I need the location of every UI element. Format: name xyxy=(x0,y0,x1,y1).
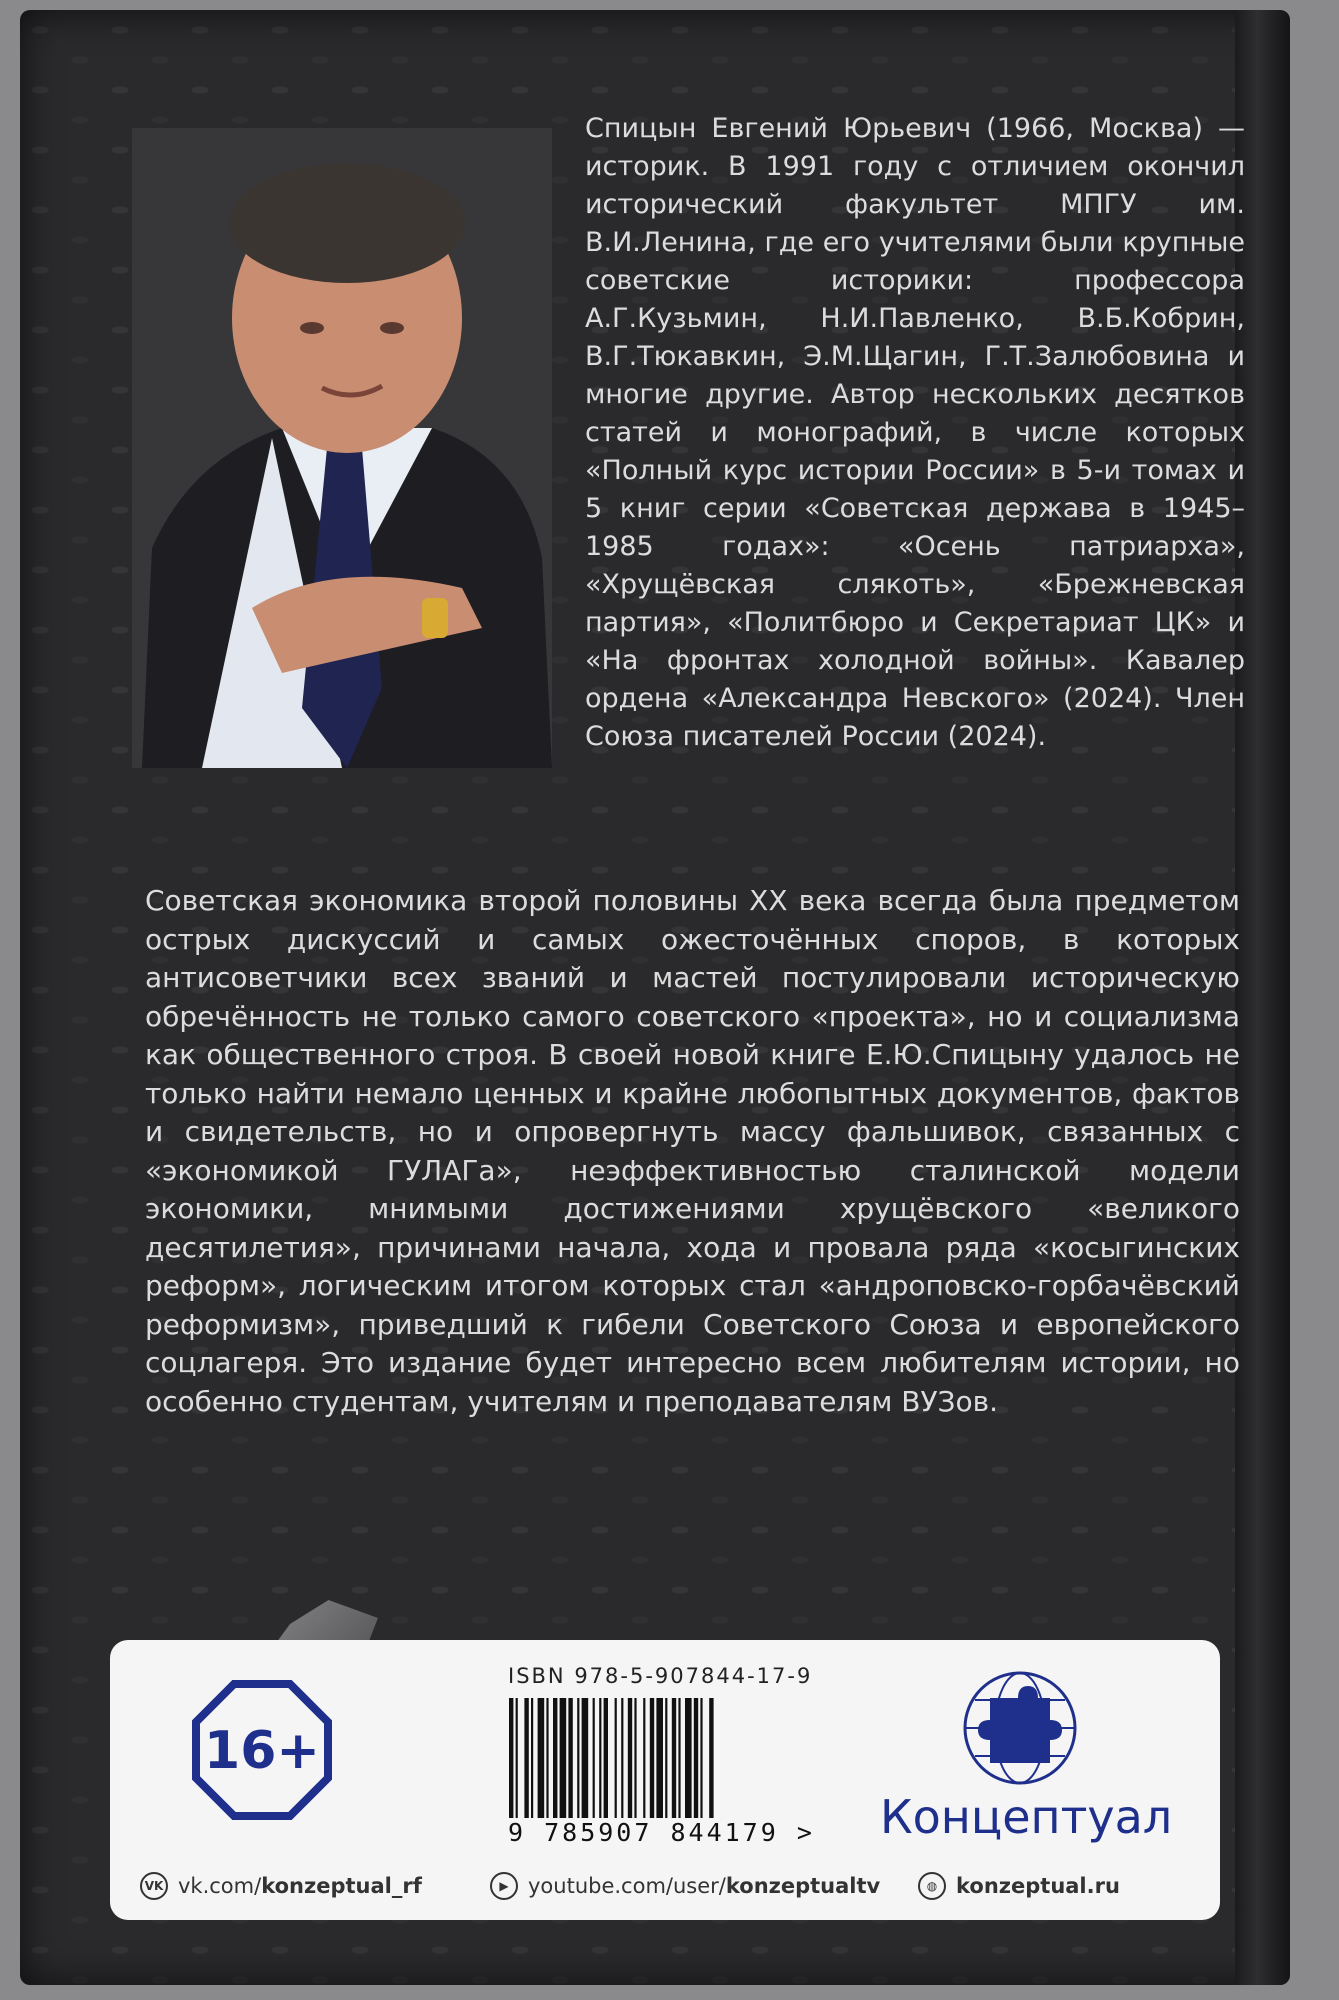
age-rating-label: 16+ xyxy=(204,1721,320,1781)
globe-icon: ◍ xyxy=(918,1872,946,1900)
youtube-icon: ▶ xyxy=(490,1872,518,1900)
publisher-panel xyxy=(110,1640,1220,1920)
publisher-name: Концептуал xyxy=(880,1790,1173,1844)
vk-link[interactable]: VK vk.com/konzeptual_rf xyxy=(140,1872,422,1900)
age-rating-badge xyxy=(192,1680,332,1820)
puzzle-globe-logo xyxy=(960,1668,1080,1788)
author-bio: Спицын Евгений Юрьевич (1966, Москва) — историк. В 1991 году с отличием окончил исторический факультет МПГУ им. В.И.Ленина, где его учителями были крупные советские историки: профессора А.Г.Кузьмин, Н.И.Павленко, В.Б.Кобрин, В.Г.Тюкавкин, Э.М.Щагин, Г.Т.Залюбовина и многие другие. Автор нескольких десятков статей и монографий, в числе которых «Полный курс истории России» в 5-и томах и 5 книг серии «Советская держава в 1945–1985 годах»: «Осень патриарха», «Хрущёвская слякоть», «Брежневская партия», «Политбюро и Секретариат ЦК» и «На фронтах холодной войны». Кавалер ордена «Александра Невского» (2024). Член Союза писателей России (2024). xyxy=(585,113,1245,752)
book-description: Советская экономика второй половины XX века всегда была предметом острых дискуссий и самых ожесточённых споров, в которых антисоветчики всех званий и мастей постулировали историческую обречённость не только самого советского «проекта», но и социализма как общественного строя. В своей новой книге Е.Ю.Спицыну удалось не только найти немало ценных и крайне любопытных документов, фактов и свидетельств, но и опровергнуть массу фальшивок, связанных с «экономикой ГУЛАГа», неэффективностью сталинской модели экономики, мнимыми достижениями хрущёвского «великого десятилетия», причинами начала, хода и провала ряда «косыгинских реформ», логическим итогом которых стал «андроповско-горбачёвский реформизм», приведший к гибели Советского Союза и европейского соцлагеря. Это издание будет интересно всем любителям истории, но особенно студентам, учителям и преподавателям ВУЗов. xyxy=(145,884,1240,1418)
isbn-number: ISBN 978-5-907844-17-9 xyxy=(508,1664,813,1688)
barcode xyxy=(505,1698,773,1818)
author-portrait xyxy=(132,128,552,768)
barcode-digits: 9 785907 844179 > xyxy=(508,1818,815,1847)
youtube-link[interactable]: ▶ youtube.com/user/konzeptualtv xyxy=(490,1872,880,1900)
website-link[interactable]: ◍ konzeptual.ru xyxy=(918,1872,1120,1900)
vk-icon: VK xyxy=(140,1872,168,1900)
